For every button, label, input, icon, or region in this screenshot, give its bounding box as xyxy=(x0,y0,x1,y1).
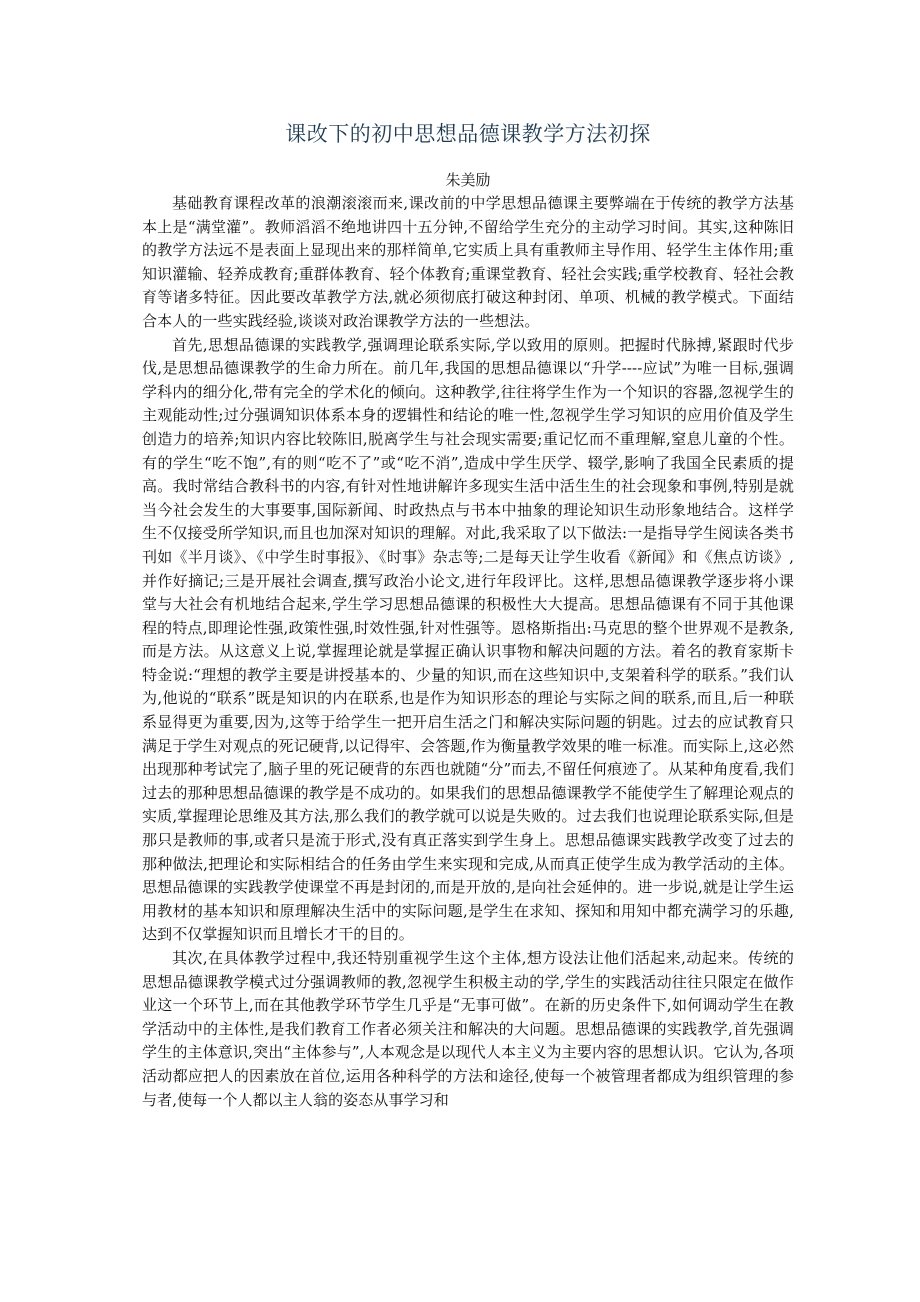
paragraph-second-point: 其次,在具体教学过程中,我还特别重视学生这个主体,想方设法让他们活起来,动起来。传统的思想品德课教学模式过分强调教师的教,忽视学生积极主动的学,学生的实践活动往往只限定在做作业这一个环节上,而在其他教学环节学生几乎是“无事可做”。在新的历史条件下,如何调动学生在教学活动中的主体性,是我们教育工作者必须关注和解决的大问题。思想品德课的实践教学,首先强调学生的主体意识,突出“主体参与”,人本观念是以现代人本主义为主要内容的思想认识。它认为,各项活动都应把人的因素放在首位,运用各种科学的方法和途径,使每一个被管理者都成为组织管理的参与者,使每一个人都以主人翁的姿态从事学习和 xyxy=(142,949,794,1109)
document-author: 朱美励 xyxy=(445,171,491,189)
paragraph-intro: 基础教育课程改革的浪潮滚滚而来,课改前的中学思想品德课主要弊端在于传统的教学方法基本上是“满堂灌”。教师滔滔不绝地讲四十五分钟,不留给学生充分的主动学习时间。其实,这种陈旧的教学方法远不是表面上显现出来的那样简单,它实质上具有重教师主导作用、轻学生主体作用;重知识灌输、轻养成教育;重群体教育、轻个体教育;重课堂教育、轻社会实践;重学校教育、轻社会教育等诸多特征。因此要改革教学方法,就必须彻底打破这种封闭、单项、机械的教学模式。下面结合本人的一些实践经验,谈谈对政治课教学方法的一些想法。 xyxy=(142,194,794,330)
document-title: 课改下的初中思想品德课教学方法初探 xyxy=(285,122,651,146)
paragraph-first-point: 首先,思想品德课的实践教学,强调理论联系实际,学以致用的原则。把握时代脉搏,紧跟时代步伐,是思想品德课教学的生命力所在。前几年,我国的思想品德课以“升学----应试”为唯一目标,强调学科内的细分化,带有完全的学术化的倾向。这种教学,往往将学生作为一个知识的容器,忽视学生的主观能动性;过分强调知识体系本身的逻辑性和结论的唯一性,忽视学生学习知识的应用价值及学生创造力的培养;知识内容比较陈旧,脱离学生与社会现实需要;重记忆而不重理解,窒息儿童的个性。有的学生“吃不饱”,有的则“吃不了”或“吃不消”,造成中学生厌学、辍学,影响了我国全民素质的提高。我时常结合教科书的内容,有针对性地讲解许多现实生活中活生生的社会现象和事例,特别是就当今社会发生的大事要事,国际新闻、时政热点与书本中抽象的理论知识生动形象地结合。这样学生不仅接受所学知识,而且也加深对知识的理解。对此,我采取了以下做法:一是指导学生阅读各类书刊如《半月谈》、《中学生时事报》、《时事》杂志等;二是每天让学生收看《新闻》和《焦点访谈》,并作好摘记;三是开展社会调查,撰写政治小论文,进行年段评比。这样,思想品德课教学逐步将小课堂与大社会有机地结合起来,学生学习思想品德课的积极性大大提高。思想品德课有不同于其他课程的特点,即理论性强,政策性强,时效性强,针对性强等。恩格斯指出:马克思的整个世界观不是教条,而是方法。从这意义上说,掌握理论就是掌握正确认识事物和解决问题的方法。着名的教育家斯卡特金说:“理想的教学主要是讲授基本的、少量的知识,而在这些知识中,支架着科学的联系。”我们认为,他说的“联系”既是知识的内在联系,也是作为知识形态的理论与实际之间的联系,而且,后一种联系显得更为重要,因为,这等于给学生一把开启生活之门和解决实际问题的钥匙。过去的应试教育只满足于学生对观点的死记硬背,以记得牢、会答题,作为衡量教学效果的唯一标准。而实际上,这必然出现那种考试完了,脑子里的死记硬背的东西也就随“分”而去,不留任何痕迹了。从某种角度看,我们过去的那种思想品德课的教学是不成功的。如果我们的思想品德课教学不能使学生了解理论观点的实质,掌握理论思维及其方法,那么我们的教学就可以说是失败的。过去我们也说理论联系实际,但是那只是教师的事,或者只是流于形式,没有真正落实到学生身上。思想品德课实践教学改变了过去的那种做法,把理论和实际相结合的任务由学生来实现和完成,从而真正使学生成为教学活动的主体。思想品德课的实践教学使课堂不再是封闭的,而是开放的,是向社会延伸的。进一步说,就是让学生运用教材的基本知识和原理解决生活中的实际问题,是学生在求知、探知和用知中都充满学习的乐趣,达到不仅掌握知识而且增长才干的目的。 xyxy=(142,335,794,944)
document-page xyxy=(142,118,794,1112)
